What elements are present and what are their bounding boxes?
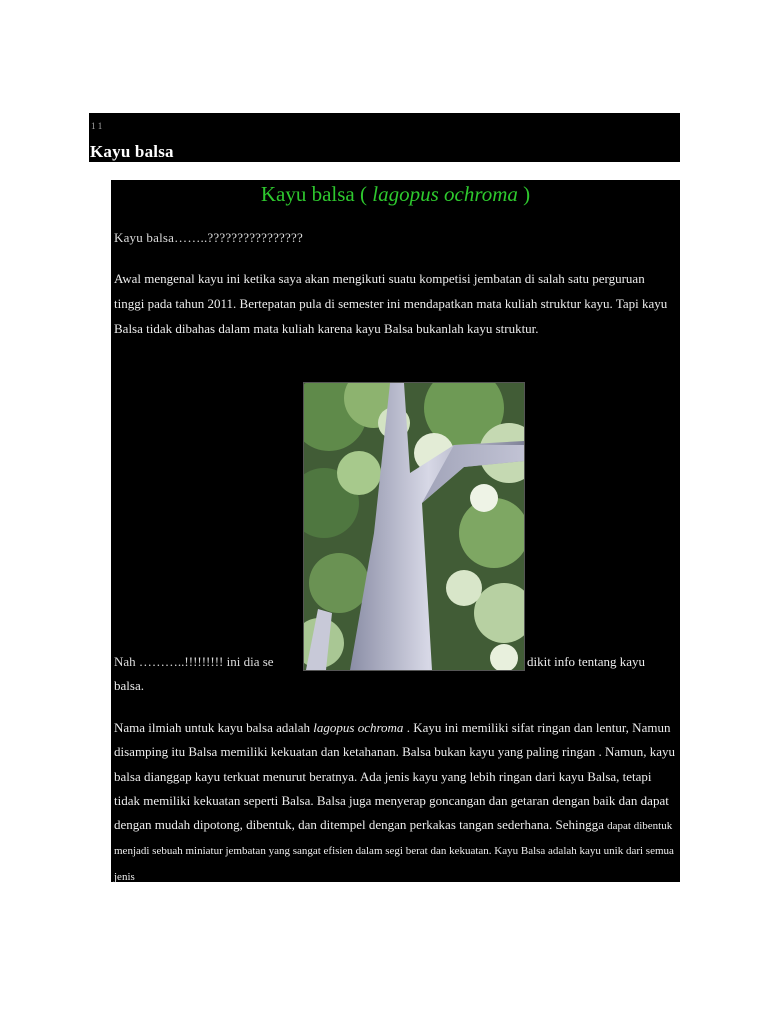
p4-text-a: Nama ilmiah untuk kayu balsa adalah <box>114 720 314 735</box>
paragraph-scientific-name <box>114 716 680 889</box>
title-suffix: ) <box>517 182 531 206</box>
header-bar <box>89 113 680 162</box>
nah-line-start: Nah ………..!!!!!!!!! ini dia se <box>114 654 274 669</box>
p4-text-small: dapat dibentuk menjadi sebuah miniatur jembatan yang sangat efisien dalam segi berat dan kekuatan. Kayu Balsa adalah kayu unik dari semua jenis <box>114 820 674 883</box>
p4-scientific-name: lagopus ochroma <box>313 720 404 735</box>
header-index: 1 1 <box>91 121 103 131</box>
article-body <box>111 180 680 882</box>
article-title <box>111 180 680 208</box>
p4-text-b: . Kayu ini memiliki sifat ringan dan lentur, Namun disamping itu Balsa memiliki kekuatan dan ketahanan. Balsa bukan kayu yang paling ringan . Namun, kayu balsa dianggap kayu terkuat menurut beratnya. Ada jenis kayu yang lebih ringan dari kayu Balsa, tetapi tidak memiliki kekuatan seperti Balsa. Balsa juga menyerap goncangan dan getaran dengan baik dan dapat dengan mudah dipotong, dibentuk, dan ditempel dengan perkakas tangan sederhana. Sehingga <box>114 720 676 833</box>
title-prefix: Kayu balsa ( <box>260 182 373 206</box>
nah-line-end: dikit info tentang kayu <box>527 654 646 669</box>
header-title: Kayu balsa <box>90 142 174 161</box>
title-scientific-name: lagopus ochroma <box>372 182 518 206</box>
tree-image <box>304 383 524 670</box>
paragraph-intro: Awal mengenal kayu ini ketika saya akan mengikuti suatu kompetisi jembatan di salah satu perguruan tinggi pada tahun 2011. Bertepatan pula di semester ini mendapatkan mata kuliah struktur kayu. Tapi kayu Balsa tidak dibahas dalam mata kuliah karena kayu Balsa bukanlah kayu struktur. <box>114 271 668 336</box>
intro-line: Kayu balsa……..???????????????? <box>114 230 303 245</box>
balsa-tree-photo <box>303 382 525 671</box>
nah-line-continuation: balsa. <box>114 678 144 693</box>
